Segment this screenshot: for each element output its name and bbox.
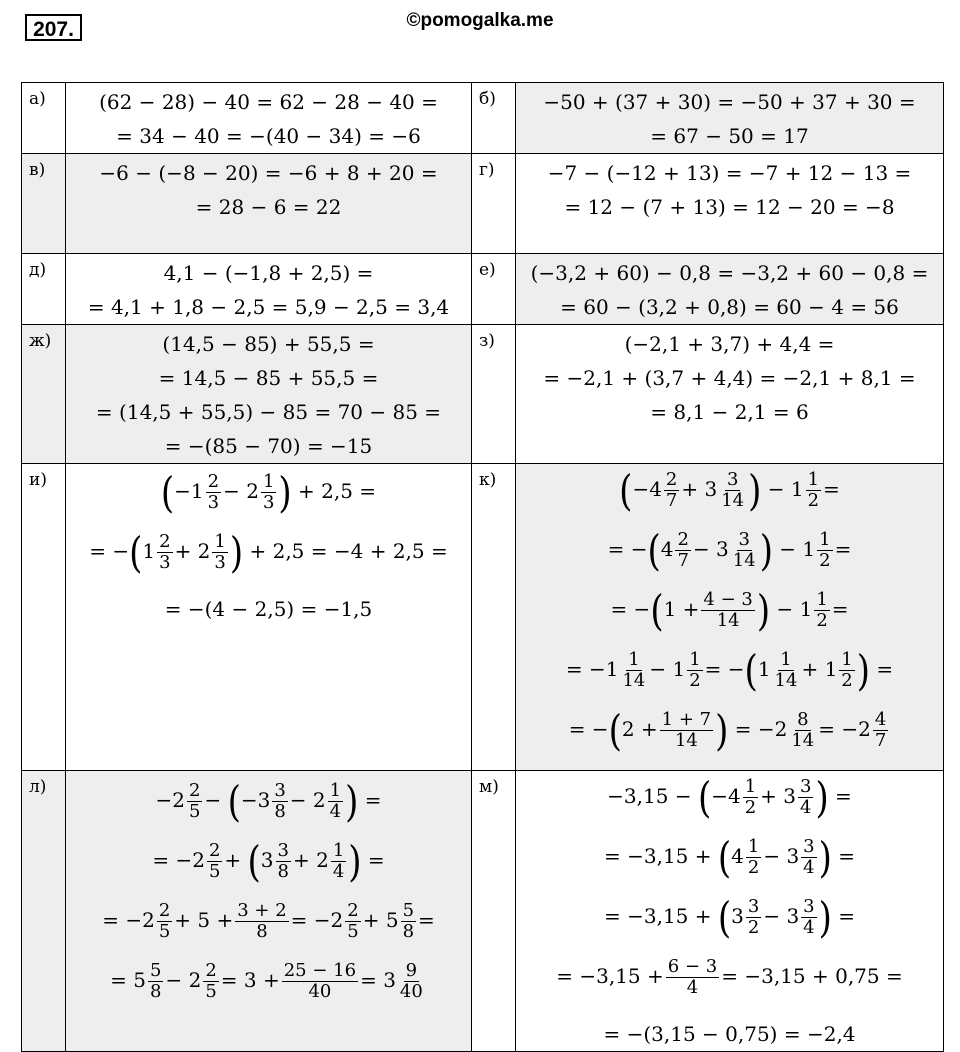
cell-content-i [66, 464, 472, 771]
cell-label-l: л) [22, 771, 66, 1052]
cell-content-zh [66, 325, 472, 464]
math-line: = −(3,15 − 0,75) = −2,4 [603, 1022, 856, 1046]
cell-content-a [66, 83, 472, 154]
math-line: = −3,15 + (4 $\frac{1}{2}$ − 3 $\frac{3}{4}$ ) = [603, 832, 856, 883]
math-line: = −3,15 + $\frac{6 - 3}{4}$ = −3,15 + 0,75 = [556, 956, 903, 998]
solution-table [21, 82, 944, 1052]
cell-label-g: г) [472, 154, 516, 254]
math-line: = 14,5 − 85 + 55,5 = [158, 366, 379, 390]
math-line: = −(2 + $\frac{1 + 7}{14}$ ) = −2 $\frac{8}{14}$ = −2 $\frac{4}{7}$ [568, 705, 887, 756]
math-line: −2 $\frac{2}{5}$ − (−3 $\frac{3}{8}$ − 2 $\frac{1}{4}$ ) = [155, 776, 382, 827]
math-line: = 60 − (3,2 + 0,8) = 60 − 4 = 56 [560, 295, 899, 319]
math-line: = −(1 $\frac{2}{3}$ + 2 $\frac{1}{3}$ ) + 2,5 = −4 + 2,5 = [89, 527, 448, 578]
math-line: = −1 $\frac{1}{14}$ − 1 $\frac{1}{2}$ = −(1 $\frac{1}{14}$ + 1 $\frac{1}{2}$ ) = [565, 645, 894, 696]
math-line: = −(1 + $\frac{4 - 3}{14}$ ) − 1 $\frac{1}{2}$ = [610, 585, 849, 636]
math-line: (14,5 − 85) + 55,5 = [162, 332, 375, 356]
math-line: −3,15 − (−4 $\frac{1}{2}$ + 3 $\frac{3}{4}$ ) = [607, 772, 852, 823]
cell-label-a: а) [22, 83, 66, 154]
math-line: = −2 $\frac{2}{5}$ + 5 + $\frac{3 + 2}{8}$ = −2 $\frac{2}{5}$ + 5 $\frac{5}{8}$ = [102, 900, 435, 942]
math-line: = −(4 − 2,5) = −1,5 [164, 597, 373, 621]
cell-content-b [516, 83, 944, 154]
math-line: (−4 $\frac{2}{7}$ + 3 $\frac{3}{14}$ ) − 1 $\frac{1}{2}$ = [619, 465, 840, 516]
math-line: = 34 − 40 = −(40 − 34) = −6 [116, 124, 421, 148]
cell-label-z: з) [472, 325, 516, 464]
cell-label-k: к) [472, 464, 516, 771]
math-line: = 4,1 + 1,8 − 2,5 = 5,9 − 2,5 = 3,4 [87, 295, 450, 319]
cell-content-d [66, 254, 472, 325]
math-line: −50 + (37 + 30) = −50 + 37 + 30 = [543, 90, 916, 114]
math-line: (−1 $\frac{2}{3}$ − 2 $\frac{1}{3}$ ) + 2,5 = [160, 467, 377, 518]
math-line: −7 − (−12 + 13) = −7 + 12 − 13 = [547, 161, 912, 185]
math-line: = 67 − 50 = 17 [650, 124, 809, 148]
cell-content-e [516, 254, 944, 325]
cell-label-m: м) [472, 771, 516, 1052]
cell-content-m [516, 771, 944, 1052]
site-watermark: ©pomogalka.me [406, 10, 554, 31]
math-line: = −(85 − 70) = −15 [164, 434, 373, 458]
math-line: = 8,1 − 2,1 = 6 [650, 400, 809, 424]
math-line: = −3,15 + (3 $\frac{3}{2}$ − 3 $\frac{3}{4}$ ) = [603, 892, 856, 943]
math-line: −6 − (−8 − 20) = −6 + 8 + 20 = [99, 161, 438, 185]
cell-label-b: б) [472, 83, 516, 154]
cell-content-z [516, 325, 944, 464]
cell-label-v: в) [22, 154, 66, 254]
math-line: 4,1 − (−1,8 + 2,5) = [163, 261, 374, 285]
math-line: = (14,5 + 55,5) − 85 = 70 − 85 = [95, 400, 442, 424]
math-line: (62 − 28) − 40 = 62 − 28 − 40 = [99, 90, 438, 114]
math-line: = −(4 $\frac{2}{7}$ − 3 $\frac{3}{14}$ ) − 1 $\frac{1}{2}$ = [607, 525, 852, 576]
math-line: = 5 $\frac{5}{8}$ − 2 $\frac{2}{5}$ = 3 + $\frac{25 - 16}{40}$ = 3 $\frac{9}{40}$ [110, 960, 423, 1002]
math-line: = 12 − (7 + 13) = 12 − 20 = −8 [564, 195, 895, 219]
math-line: = −2 $\frac{2}{5}$ + (3 $\frac{3}{8}$ + 2 $\frac{1}{4}$ ) = [152, 836, 385, 887]
cell-label-e: е) [472, 254, 516, 325]
math-line: (−2,1 + 3,7) + 4,4 = [624, 332, 835, 356]
cell-label-zh: ж) [22, 325, 66, 464]
cell-label-i: и) [22, 464, 66, 771]
cell-content-v [66, 154, 472, 254]
exercise-number: 207. [25, 14, 82, 41]
cell-content-l [66, 771, 472, 1052]
cell-content-k [516, 464, 944, 771]
cell-content-g [516, 154, 944, 254]
math-line: = −2,1 + (3,7 + 4,4) = −2,1 + 8,1 = [543, 366, 916, 390]
math-line: (−3,2 + 60) − 0,8 = −3,2 + 60 − 0,8 = [530, 261, 929, 285]
math-line: = 28 − 6 = 22 [195, 195, 342, 219]
cell-label-d: д) [22, 254, 66, 325]
